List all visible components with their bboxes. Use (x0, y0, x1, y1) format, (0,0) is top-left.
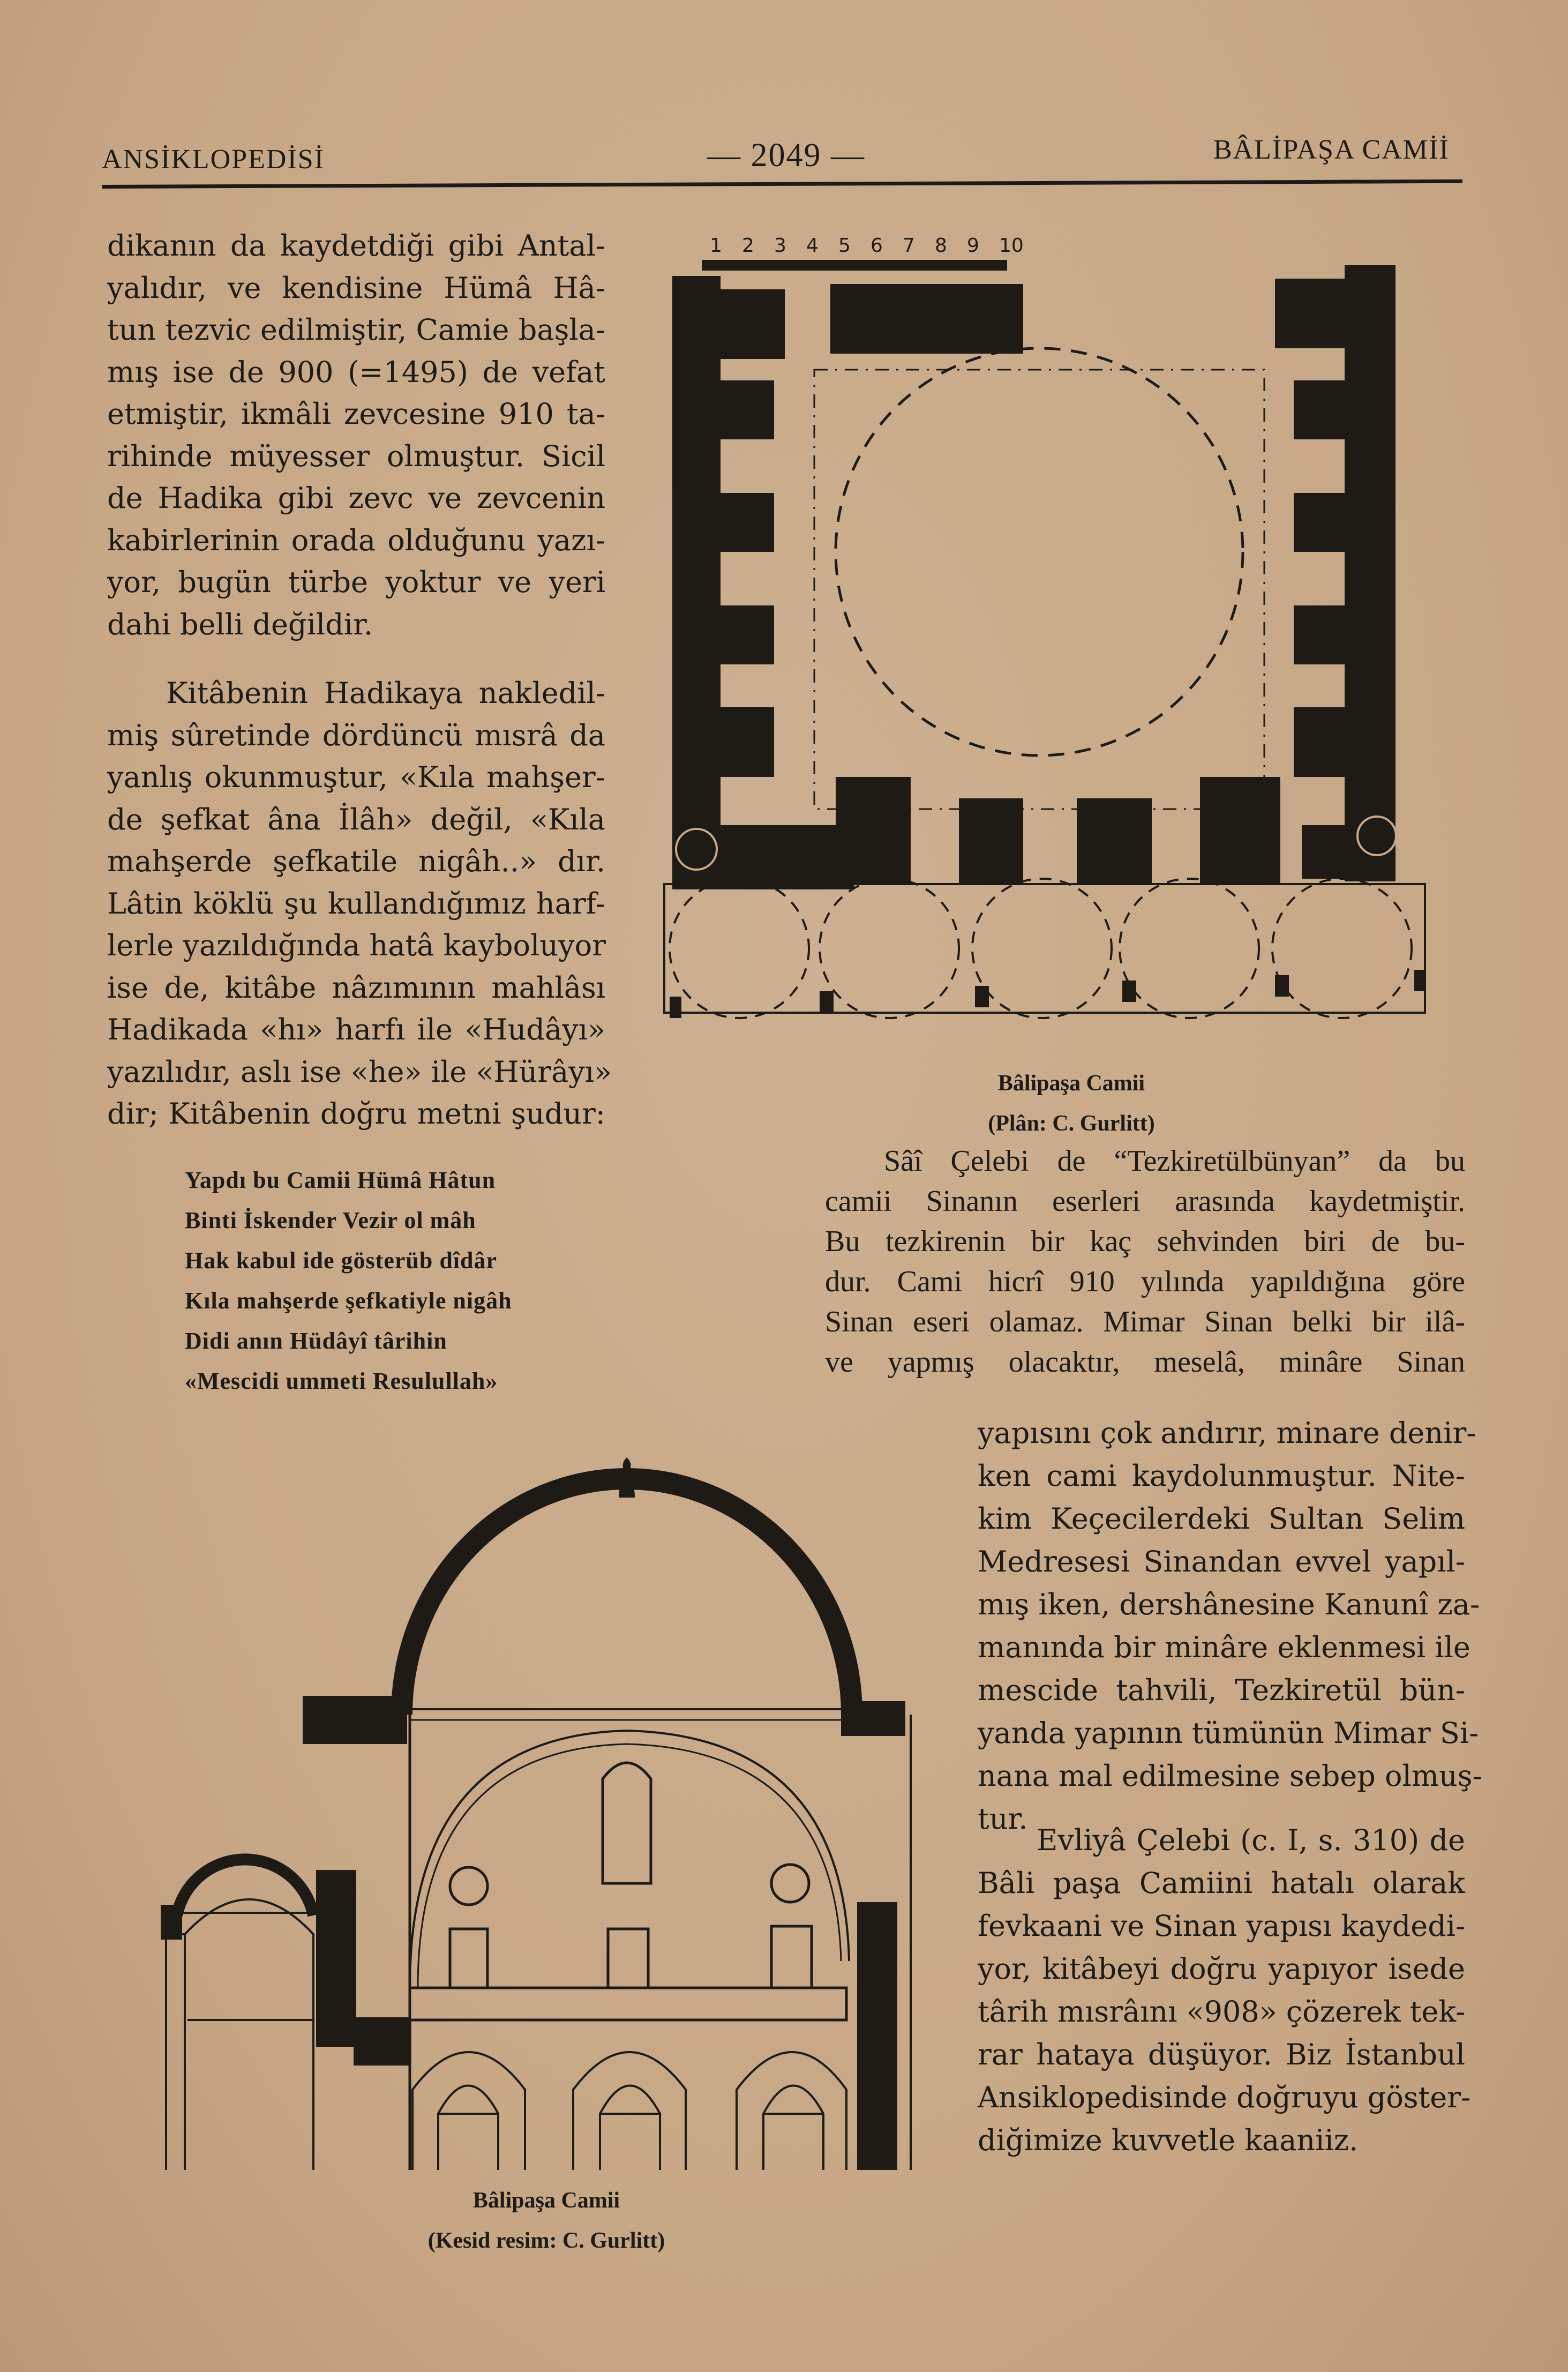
text-line: târih mısrâını «908» çözerek tek- (978, 1995, 1466, 2029)
text-line: tun tezvic edilmiştir, Camie başla- (107, 313, 605, 347)
text-line: Sinan eseri olamaz. Mimar Sinan belki bir ilâ- (825, 1305, 1465, 1338)
text-line: tur. (978, 1802, 1028, 1836)
text-line: yor, bugün türbe yoktur ve yeri (107, 565, 605, 599)
running-header-left: ANSİKLOPEDİSİ (102, 144, 325, 175)
text-line: rihinde müyesser olmuştur. Sicil (107, 439, 605, 473)
text-line: manında bir minâre eklenmesi ile (978, 1630, 1471, 1664)
section-drawing (134, 1393, 970, 2170)
text-line: ise de, kitâbe nâzımının mahlâsı (107, 970, 605, 1005)
inscription-line: Yapdı bu Camii Hümâ Hâtun (185, 1167, 496, 1193)
scale-label: 5 (838, 235, 851, 257)
scale-label: 6 (871, 235, 883, 257)
main-dome (402, 1479, 852, 1715)
right-paragraph-2 (978, 1819, 1471, 2162)
text-line: camii Sinanın eserleri arasında kaydetmiştir. (825, 1185, 1465, 1218)
text-line: yapısını çok andırır, minare denir- (978, 1416, 1476, 1450)
scale-label: 2 (742, 235, 754, 257)
text-line: kabirlerinin orada olduğunu yazı- (107, 523, 605, 557)
text-line: Kitâbenin Hadikaya nakledil- (166, 676, 605, 710)
text-line: Lâtin köklü şu kullandığımız harf- (107, 886, 605, 921)
gallery-balustrade (410, 1988, 846, 2020)
section-caption-credit: (Kesid resim: C. Gurlitt) (427, 2228, 665, 2253)
plan-caption-credit: (Plân: C. Gurlitt) (988, 1111, 1155, 1136)
running-header-right: BÂLİPAŞA CAMİİ (1213, 134, 1450, 165)
right-paragraph-1-continued (978, 1412, 1482, 1840)
scale-label: 1 (710, 235, 722, 257)
text-line: mescide tahvili, Tezkiretül bün- (978, 1673, 1465, 1707)
text-line: diğimize kuvvetle kaaniiz. (978, 2123, 1359, 2157)
text-line: dikanın da kaydetdiği gibi Antal- (107, 229, 605, 263)
scale-label: 7 (903, 235, 915, 257)
text-line: mahşerde şefkatile nigâh..» dır. (107, 844, 605, 878)
page-number: — 2049 — (707, 137, 865, 174)
text-line: dir; Kitâbenin doğru metni şudur: (107, 1097, 605, 1131)
dome-outline (836, 348, 1243, 755)
scale-label: 4 (806, 235, 819, 257)
text-line: de Hadika gibi zevc ve zevcenin (107, 481, 605, 515)
text-line: miş sûretinde dördüncü mısrâ da (107, 718, 605, 752)
section-caption-title: Bâlipaşa Camii (472, 2188, 620, 2213)
scale-label: 3 (774, 235, 786, 257)
text-line: rar hataya düşüyor. Biz İstanbul (978, 2038, 1465, 2071)
plan-caption (921, 1064, 1221, 1144)
text-line: Medresesi Sinandan evvel yapıl- (978, 1545, 1465, 1578)
scale-label: 10 (999, 235, 1024, 257)
inscription-line: Hak kabul ide gösterüb dîdâr (185, 1247, 498, 1274)
portico-outline (664, 884, 1425, 1013)
text-line: nana mal edilmesine sebep olmuş- (978, 1759, 1482, 1793)
text-line: Ansiklopedisinde doğruyu göster- (978, 2081, 1471, 2114)
text-line: mış iken, dershânesine Kanunî za- (978, 1588, 1480, 1621)
text-line: yalıdır, ve kendisine Hümâ Hâ- (107, 271, 605, 305)
section-caption (370, 2181, 723, 2261)
left-paragraph-1 (107, 225, 605, 646)
text-line: yanda yapının tümünün Mimar Si- (978, 1716, 1479, 1750)
text-line: Bâli paşa Camiini hatalı olarak (978, 1866, 1465, 1900)
inscription-text (185, 1160, 512, 1401)
text-line: lerle yazıldığında hatâ kayboluyor (107, 929, 606, 962)
floor-plan-drawing (643, 209, 1473, 1056)
text-line: fevkaani ve Sinan yapısı kaydedi- (978, 1909, 1466, 1943)
scale-label: 9 (967, 235, 979, 257)
text-line: dur. Cami hicrî 910 yılında yapıldığına göre (825, 1265, 1465, 1298)
text-line: yazılıdır, aslı ise «he» ile «Hürâyı» (107, 1054, 612, 1089)
text-line: yor, kitâbeyi doğru yapıyor isede (978, 1952, 1465, 1986)
left-paragraph-2 (107, 672, 612, 1135)
inscription-line: Didi anın Hüdâyî târihin (185, 1328, 447, 1354)
text-line: ve yapmış olacaktır, meselâ, minâre Sinan (825, 1345, 1465, 1379)
text-line: Bu tezkirenin bir kaç sehvinden biri de bu- (825, 1225, 1465, 1258)
inscription-line: «Mescidi ummeti Resulullah» (185, 1368, 498, 1394)
text-line: mış ise de 900 (=1495) de vefat (107, 355, 605, 389)
plan-caption-title: Bâlipaşa Camii (997, 1071, 1145, 1096)
scale-label: 8 (935, 235, 947, 257)
scale-bar (702, 260, 1007, 271)
text-line: etmiştir, ikmâli zevcesine 910 ta- (107, 397, 605, 431)
inscription-line: Binti İskender Vezir ol mâh (185, 1207, 476, 1233)
inscription-line: Kıla mahşerde şefkatiyle nigâh (185, 1288, 512, 1314)
text-line: Evliyâ Çelebi (c. I, s. 310) de (1037, 1823, 1465, 1857)
right-paragraph-1 (825, 1141, 1465, 1382)
text-line: Sâî Çelebi de “Tezkiretülbünyan” da bu (884, 1144, 1465, 1178)
side-dome (177, 1859, 313, 1915)
text-line: yanlış okunmuştur, «Kıla mahşer- (107, 760, 605, 794)
text-line: dahi belli değildir. (107, 607, 373, 641)
text-line: kim Keçecilerdeki Sultan Selim (978, 1502, 1465, 1536)
text-line: ken cami kaydolunmuştur. Nite- (978, 1459, 1465, 1493)
text-line: Hadikada «hı» harfı ile «Hudâyı» (107, 1013, 605, 1046)
text-line: de şefkat âna İlâh» değil, «Kıla (107, 802, 605, 836)
